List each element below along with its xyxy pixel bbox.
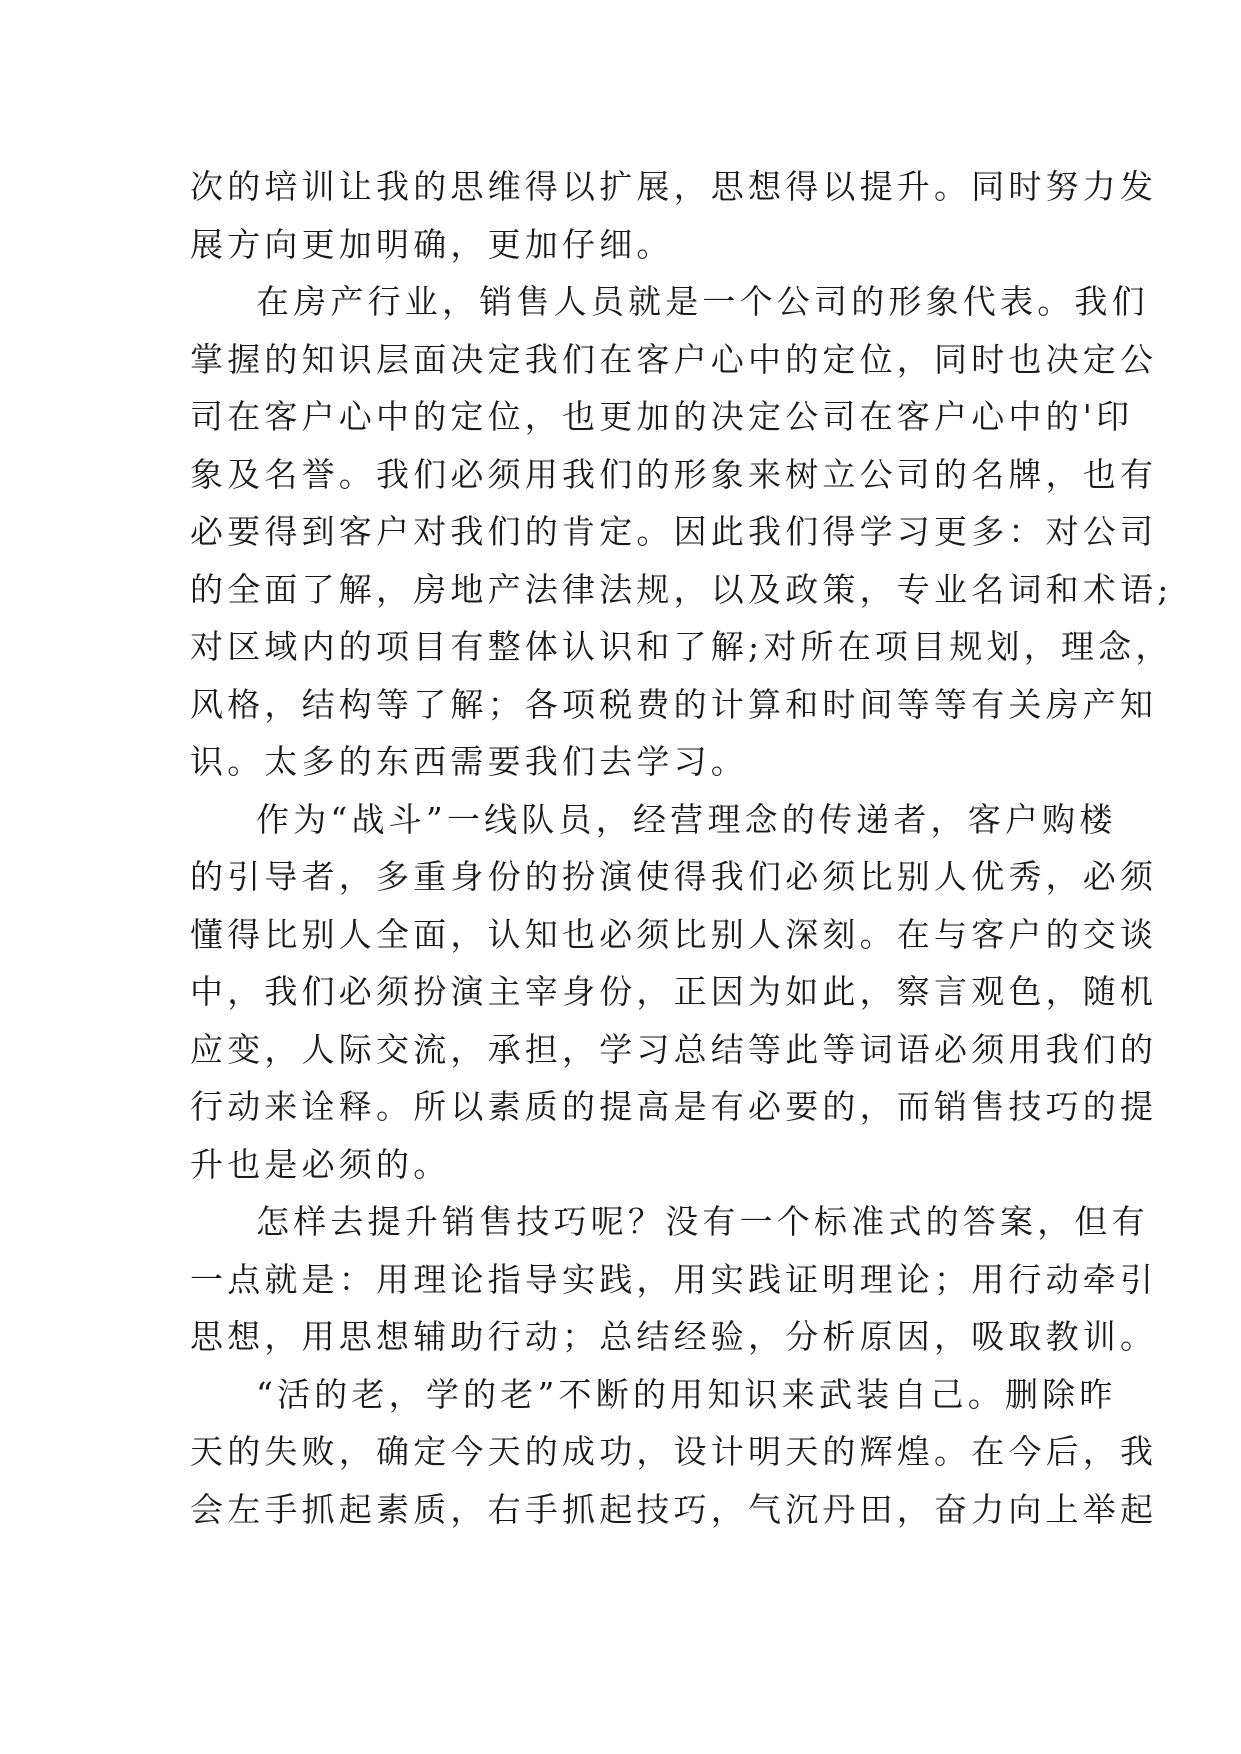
text-line: 升也是必须的。 [190,1144,451,1184]
text-line: 天的失败，确定今天的成功，设计明天的辉煌。在今后，我 [190,1432,1158,1471]
text-line: 掌握的知识层面决定我们在客户心中的定位，同时也决定公 [190,339,1158,379]
text-line: 展方向更加明确，更加仔细。 [190,224,674,264]
text-line: 识。太多的东西需要我们去学习。 [190,742,748,781]
paragraph-4 [190,1193,1158,1366]
text-line: “活的老，学的老”不断的用知识来武装自己。删除昨 [256,1374,1117,1414]
text-line: 一点就是：用理论指导实践，用实践证明理论；用行动牵引 [190,1259,1158,1299]
paragraph-2 [190,273,1173,791]
text-line: 思想，用思想辅助行动；总结经验，分析原因，吸取教训。 [190,1317,1158,1356]
text-line: 象及名誉。我们必须用我们的形象来树立公司的名牌，也有 [190,454,1158,494]
text-line: 次的培训让我的思维得以扩展，思想得以提升。同时努力发 [190,167,1158,206]
text-line: 懂得比别人全面，认知也必须比别人深刻。在与客户的交谈 [190,914,1158,954]
text-line: 司在客户心中的定位，也更加的决定公司在客户心中的'印 [190,397,1134,436]
text-line: 对区域内的项目有整体认识和了解;对所在项目规划，理念， [190,627,1173,666]
text-line: 应变，人际交流，承担，学习总结等此等词语必须用我们的 [190,1029,1158,1069]
text-line: 的全面了解，房地产法律法规，以及政策，专业名词和术语; [190,569,1173,609]
text-line: 怎样去提升销售技巧呢？没有一个标准式的答案，但有 [256,1202,1149,1241]
text-line: 中，我们必须扮演主宰身份，正因为如此，察言观色，随机 [190,972,1158,1011]
text-line: 会左手抓起素质，右手抓起技巧，气沉丹田，奋力向上举起 [190,1489,1158,1529]
text-line: 的引导者，多重身份的扮演使得我们必须比别人优秀，必须 [190,857,1158,896]
document-body [190,158,1173,1538]
text-line: 必要得到客户对我们的肯定。因此我们得学习更多：对公司 [190,512,1158,551]
paragraph-5 [190,1366,1158,1539]
text-line: 在房产行业，销售人员就是一个公司的形象代表。我们 [256,282,1149,321]
text-line: 行动来诠释。所以素质的提高是有必要的，而销售技巧的提 [190,1087,1158,1126]
text-line: 作为“战斗”一线队员，经营理念的传递者，客户购楼 [256,799,1117,839]
text-line: 风格，结构等了解；各项税费的计算和时间等等有关房产知 [190,684,1158,724]
paragraph-1 [190,158,1158,273]
paragraph-3 [190,791,1158,1194]
